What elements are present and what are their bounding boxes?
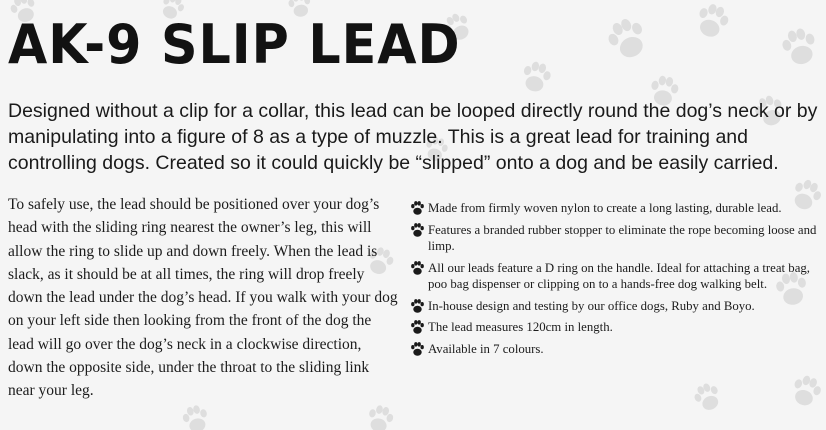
paw-icon [410, 342, 425, 356]
paw-icon [410, 223, 425, 237]
list-item [410, 319, 826, 336]
feature-text: Available in 7 colours. [428, 341, 544, 356]
paw-icon [410, 299, 425, 313]
feature-list [410, 200, 826, 362]
paw-icon [410, 261, 425, 275]
list-item [410, 260, 826, 293]
product-title: AK-9 SLIP LEAD [8, 13, 461, 76]
feature-text: Features a branded rubber stopper to eliminate the rope becoming loose and limp. [428, 222, 817, 253]
list-item [410, 222, 826, 255]
list-item [410, 200, 826, 217]
feature-text: All our leads feature a D ring on the handle. Ideal for attaching a treat bag, poo bag dispenser or clipping on to a hands-free dog walking belt. [428, 260, 810, 291]
list-item [410, 298, 826, 315]
feature-text: Made from firmly woven nylon to create a long lasting, durable lead. [428, 201, 782, 215]
usage-instructions: To safely use, the lead should be positioned over your dog’s head with the sliding ring nearest the owner’s leg, this will allow the ring to slide up and down freely. When the lead is slack, as it should be at all times, the ring will drop freely down the lead under the dog’s head. If you walk with your dog on your left side then looking from the front of the dog the lead will go over the dog’s neck in a clockwise direction, down the opposite side, under the throat to the sliding link near your leg. [8, 196, 398, 400]
feature-text: In-house design and testing by our office dogs, Ruby and Boyo. [428, 298, 755, 313]
list-item [410, 341, 826, 358]
paw-icon [410, 201, 425, 215]
paw-icon [410, 320, 425, 334]
intro-paragraph: Designed without a clip for a collar, this lead can be looped directly round the dog’s neck or by manipulating into a figure of 8 as a type of muzzle. This is a great lead for training and controlling dogs. Created so it could quickly be “slipped” onto a dog and be easily carried. [8, 100, 818, 174]
feature-text: The lead measures 120cm in length. [428, 320, 613, 334]
